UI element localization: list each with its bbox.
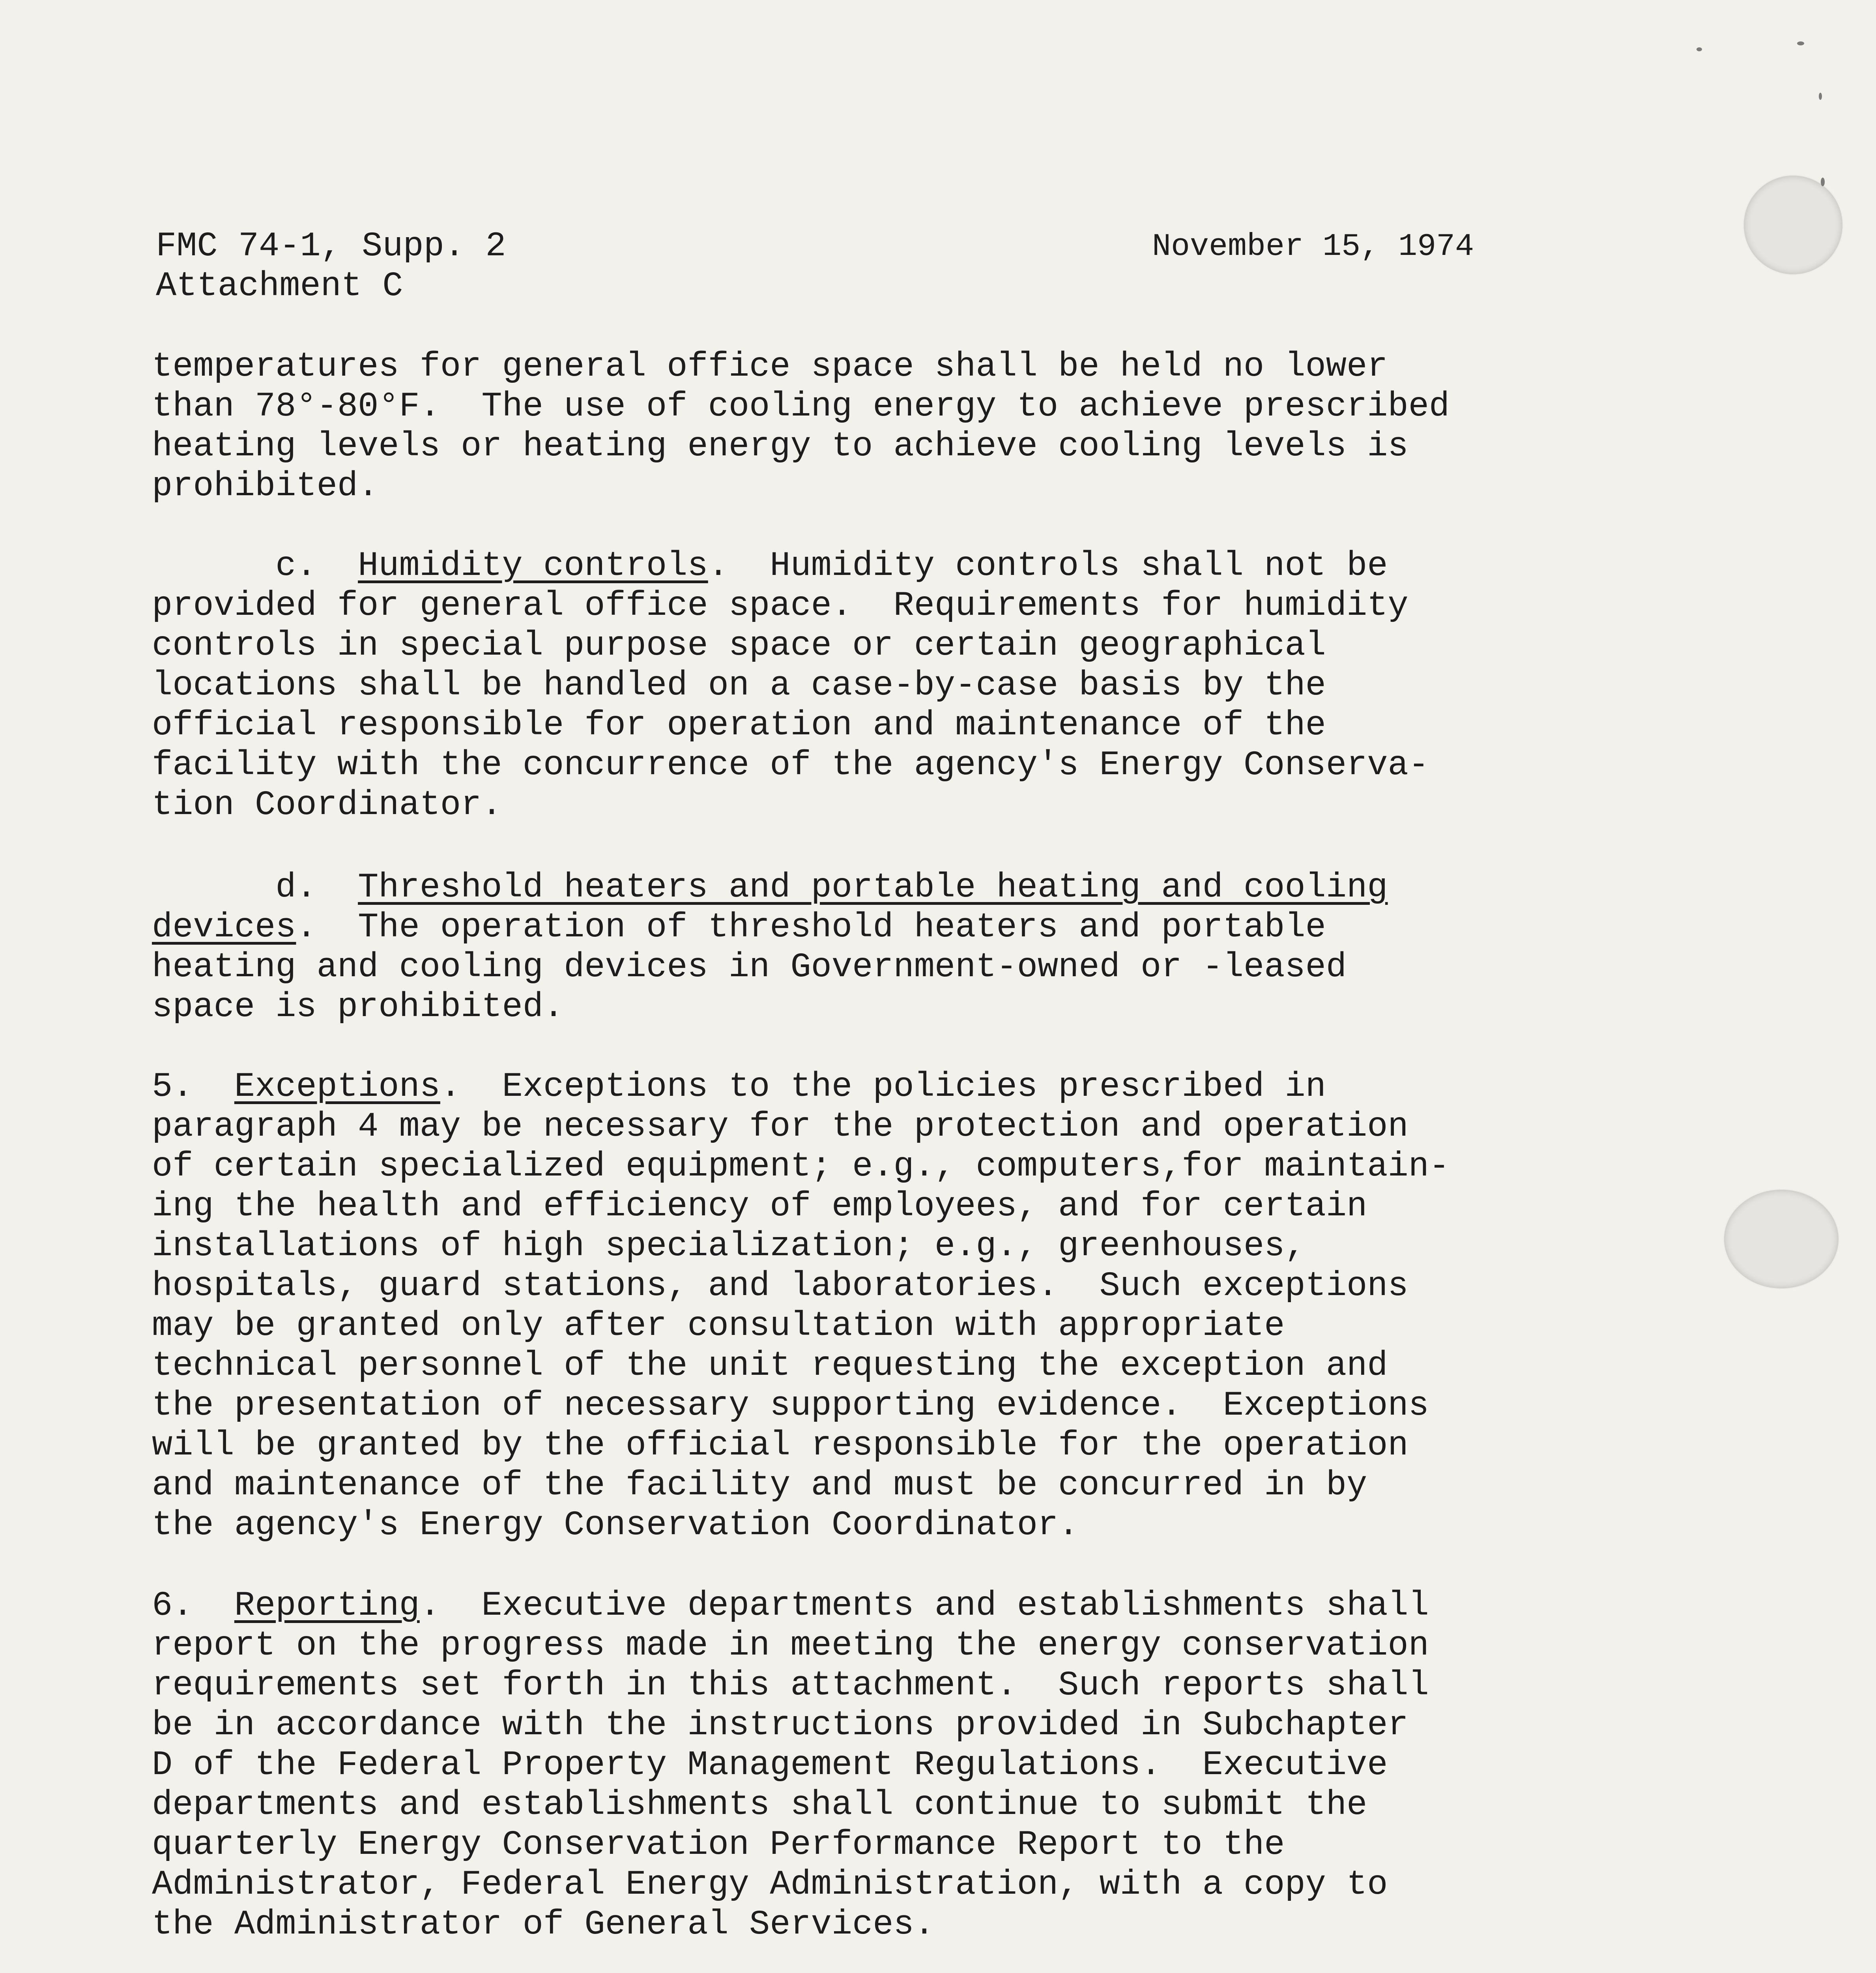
section-heading: Exceptions	[234, 1068, 440, 1106]
text-line: prohibited.	[152, 467, 379, 506]
section-heading: Reporting	[234, 1587, 420, 1625]
document-id: FMC 74-1, Supp. 2	[156, 227, 506, 266]
section-c-humidity-controls: c. Humidity controls. Humidity controls shall not be provided for general office space. Requirements for humidity controls in special purpose space or certain geographical locations shall be handled on a case-by-case basis by the official responsible for operation and maintenance of the facility with the concurrence of the agency's Energy Conserva- tion Coordinator.	[152, 547, 1429, 825]
text-line: D of the Federal Property Management Regulations. Executive	[152, 1746, 1388, 1785]
text-line: requirements set forth in this attachment. Such reports shall	[152, 1666, 1429, 1705]
section-heading: Humidity controls	[358, 547, 708, 586]
text-line: the presentation of necessary supporting evidence. Exceptions	[152, 1387, 1429, 1425]
margin-speck	[1797, 41, 1804, 45]
attachment-label: Attachment C	[156, 267, 403, 306]
margin-speck	[1821, 178, 1825, 186]
punch-hole-middle	[1724, 1190, 1839, 1288]
text-line: temperatures for general office space shall be held no lower	[152, 348, 1388, 386]
text-line: report on the progress made in meeting the energy conservation	[152, 1627, 1429, 1665]
text-line: heating levels or heating energy to achieve cooling levels is	[152, 427, 1408, 466]
text-line: space is prohibited.	[152, 988, 564, 1027]
section-heading-continued: devices	[152, 908, 296, 947]
intro-paragraph	[152, 347, 1450, 507]
punch-hole-top	[1744, 176, 1842, 274]
text-line: facility with the concurrence of the agency's Energy Conserva-	[152, 746, 1429, 785]
text-line: hospitals, guard stations, and laboratories. Such exceptions	[152, 1267, 1408, 1306]
section-5-exceptions: 5. Exceptions. Exceptions to the policies prescribed in paragraph 4 may be necessary for the protection and operation of certain specialized equipment; e.g., computers,for maintain- ing the health and efficiency of employees, and for certain installations of high specialization; e.g., greenhouses, hospitals, guard stations, and laboratories. Such exceptions may be granted only after consultation with appropriate technical personnel of the unit requesting the exception and the presentation of necessary supporting evidence. Exceptions will be granted by the official responsible for the operation and maintenance of the facility and must be concurred in by the agency's Energy Conservation Coordinator.	[152, 1068, 1450, 1545]
text-line: and maintenance of the facility and must be concurred in by	[152, 1466, 1367, 1505]
text-line: provided for general office space. Requirements for humidity	[152, 587, 1408, 625]
text-line: controls in special purpose space or certain geographical	[152, 627, 1326, 665]
margin-speck	[1819, 93, 1822, 100]
text-line: may be granted only after consultation with appropriate	[152, 1307, 1285, 1346]
text-line: be in accordance with the instructions provided in Subchapter	[152, 1706, 1408, 1745]
text-line: of certain specialized equipment; e.g., computers,for maintain-	[152, 1147, 1450, 1186]
text-line: the agency's Energy Conservation Coordinator.	[152, 1506, 1079, 1545]
text-line: will be granted by the official responsible for the operation	[152, 1426, 1408, 1465]
section-d-threshold-heaters: d. Threshold heaters and portable heating and cooling devices. The operation of threshold heaters and portable heating and cooling devices in Government-owned or -leased space is prohibited.	[152, 869, 1388, 1027]
text-line: quarterly Energy Conservation Performance Report to the	[152, 1826, 1285, 1864]
text-line: locations shall be handled on a case-by-case basis by the	[152, 666, 1326, 705]
text-line: official responsible for operation and maintenance of the	[152, 706, 1326, 745]
text-line: tion Coordinator.	[152, 786, 502, 825]
section-6-reporting: 6. Reporting. Executive departments and establishments shall report on the progress made in meeting the energy conservation requirements set forth in this attachment. Such reports shall be in accordance with the instructions provided in Subchapter D of the Federal Property Management Regulations. Executive departments and establishments shall continue to submit the quarterly Energy Conservation Performance Report to the Administrator, Federal Energy Administration, with a copy to the Administrator of General Services.	[152, 1587, 1429, 1944]
text-line: departments and establishments shall continue to submit the	[152, 1786, 1367, 1825]
document-header	[156, 227, 506, 307]
text-line: ing the health and efficiency of employees, and for certain	[152, 1187, 1367, 1226]
section-heading: Threshold heaters and portable heating and cooling	[358, 869, 1388, 907]
text-line: technical personnel of the unit requesting the exception and	[152, 1347, 1388, 1385]
text-line: paragraph 4 may be necessary for the protection and operation	[152, 1108, 1408, 1146]
document-date: November 15, 1974	[1152, 229, 1474, 265]
text-line: the Administrator of General Services.	[152, 1906, 935, 1944]
text-line: Administrator, Federal Energy Administration, with a copy to	[152, 1866, 1388, 1904]
text-line: than 78°-80°F. The use of cooling energy to achieve prescribed	[152, 387, 1450, 426]
margin-speck	[1696, 47, 1702, 51]
text-line: heating and cooling devices in Government-owned or -leased	[152, 948, 1347, 987]
text-line: installations of high specialization; e.g., greenhouses,	[152, 1227, 1306, 1266]
